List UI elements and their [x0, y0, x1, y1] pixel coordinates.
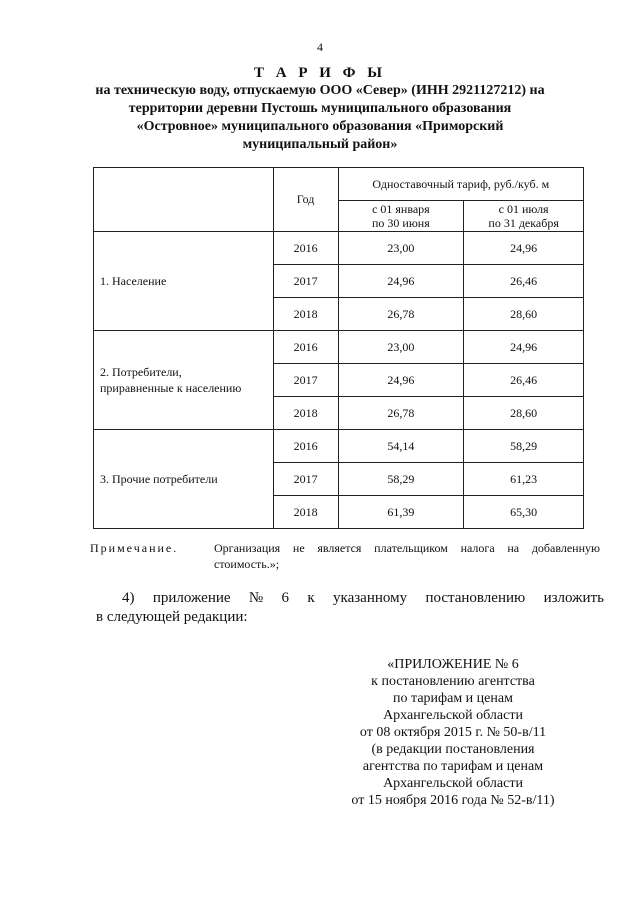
year-cell: 2018 — [273, 298, 338, 331]
tariff-h1-cell: 58,29 — [338, 463, 464, 496]
paragraph-word: приложение — [152, 590, 231, 606]
document-title — [90, 64, 550, 154]
paragraph-line-2: в следующей редакции: — [96, 609, 248, 625]
tariff-h2-cell: 28,60 — [464, 298, 584, 331]
appendix-line: по тарифам и ценам — [393, 691, 513, 706]
paragraph-word: изложить — [543, 590, 604, 606]
tariff-h1-cell: 61,39 — [338, 496, 464, 529]
appendix-line: «ПРИЛОЖЕНИЕ № 6 — [387, 657, 519, 672]
appendix-header — [335, 656, 571, 809]
tariff-h2-cell: 24,96 — [464, 232, 584, 265]
tariff-h1-cell: 24,96 — [338, 364, 464, 397]
header-period-2-line: по 31 декабря — [488, 216, 559, 230]
paragraph-word: к — [307, 590, 315, 606]
title-heading: Т А Р И Ф Ы — [253, 65, 387, 81]
tariff-h1-cell: 24,96 — [338, 265, 464, 298]
category-label: 2. Потребители, — [100, 365, 182, 379]
header-period-2-line: с 01 июля — [498, 202, 549, 216]
tariff-h2-cell: 24,96 — [464, 331, 584, 364]
note-label: Примечание. — [90, 541, 179, 555]
appendix-line: (в редакции постановления — [371, 742, 535, 757]
tariff-h2-cell: 26,46 — [464, 265, 584, 298]
paragraph-word: 6 — [281, 590, 290, 606]
tariff-h1-cell: 54,14 — [338, 430, 464, 463]
paragraph-word: указанному — [333, 590, 408, 606]
paragraph-word: 4) — [122, 590, 135, 606]
tariff-h2-cell: 65,30 — [464, 496, 584, 529]
year-cell: 2018 — [273, 496, 338, 529]
year-cell: 2017 — [273, 463, 338, 496]
appendix-line: от 08 октября 2015 г. № 50-в/11 — [359, 725, 547, 740]
tariff-h2-cell: 28,60 — [464, 397, 584, 430]
tariff-h1-cell: 26,78 — [338, 397, 464, 430]
year-cell: 2017 — [273, 364, 338, 397]
header-year: Год — [273, 168, 338, 232]
year-cell: 2018 — [273, 397, 338, 430]
tariff-h1-cell: 26,78 — [338, 298, 464, 331]
appendix-line: к постановлению агентства — [371, 674, 535, 689]
title-line: на техническую воду, отпускаемую ООО «Север» (ИНН 2921127212) на — [95, 83, 545, 98]
appendix-line: агентства по тарифам и ценам — [362, 759, 544, 774]
amendment-paragraph — [96, 589, 604, 627]
header-period-1-line: по 30 июня — [372, 216, 430, 230]
header-period-1-line: с 01 января — [372, 202, 430, 216]
paragraph-word: № — [248, 590, 264, 606]
category-label: приравненные к населению — [100, 381, 242, 395]
title-line: «Островное» муниципального образования «Приморский — [136, 119, 504, 134]
title-line: территории деревни Пустошь муниципального образования — [128, 101, 512, 116]
table-row — [94, 232, 584, 265]
category-cell — [94, 232, 274, 331]
category-label: 3. Прочие потребители — [100, 472, 218, 486]
category-cell — [94, 430, 274, 529]
tariff-h2-cell: 26,46 — [464, 364, 584, 397]
page-number: 4 — [317, 40, 323, 54]
header-empty-cell — [94, 168, 274, 232]
category-cell — [94, 331, 274, 430]
category-label: 1. Население — [100, 274, 167, 288]
year-cell: 2016 — [273, 232, 338, 265]
header-period-2 — [464, 201, 584, 232]
note-text: Организация не является плательщиком налога на добавленную стоимость.»; — [214, 541, 600, 571]
table-row — [94, 430, 584, 463]
paragraph-word: постановлению — [425, 590, 526, 606]
appendix-line: Архангельской области — [383, 708, 523, 723]
tariff-h2-cell: 61,23 — [464, 463, 584, 496]
tariff-table — [93, 167, 584, 529]
tariff-h2-cell: 58,29 — [464, 430, 584, 463]
year-cell: 2016 — [273, 430, 338, 463]
paragraph-line-1 — [96, 589, 604, 608]
tariff-h1-cell: 23,00 — [338, 232, 464, 265]
year-cell: 2016 — [273, 331, 338, 364]
header-period-1 — [338, 201, 464, 232]
appendix-line: Архангельской области — [383, 776, 523, 791]
tariff-h1-cell: 23,00 — [338, 331, 464, 364]
table-row — [94, 331, 584, 364]
year-cell: 2017 — [273, 265, 338, 298]
appendix-line: от 15 ноября 2016 года № 52-в/11) — [351, 793, 555, 808]
title-line: муниципальный район» — [242, 137, 398, 152]
header-tariff: Одноставочный тариф, руб./куб. м — [338, 168, 583, 201]
